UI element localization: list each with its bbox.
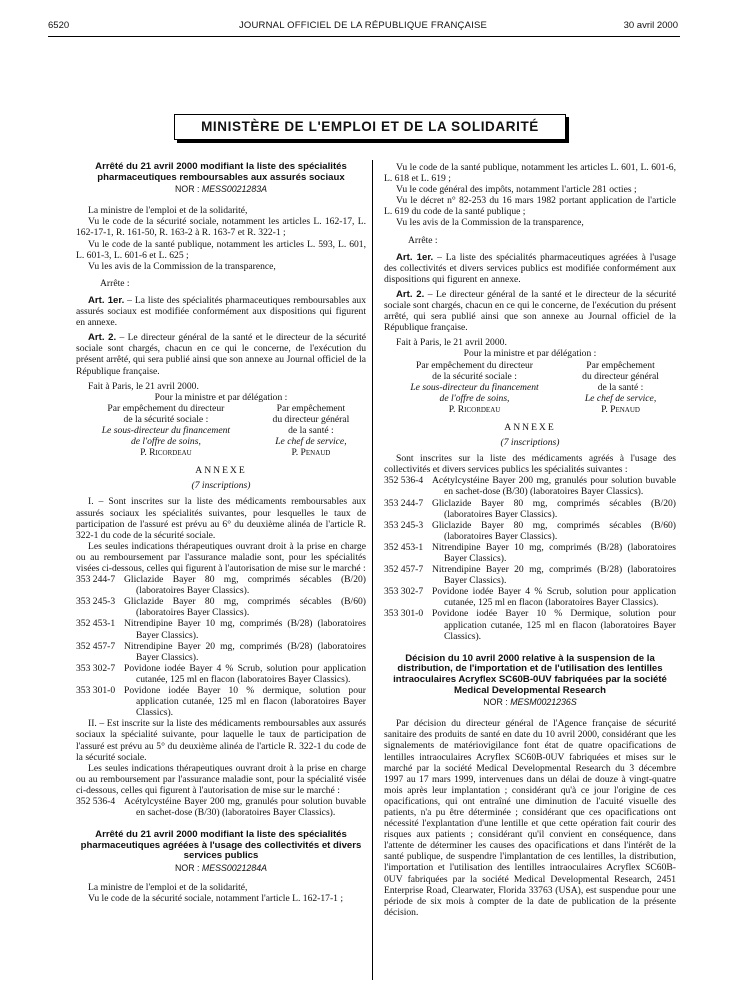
a1-article-1: Art. 1er. – La liste des spécialités pharmaceutiques remboursables aux assurés sociaux est modifiée conformément aux dispositions qui figurent en annexe. bbox=[76, 294, 366, 329]
a2-para: Vu le code général des impôts, notamment l'article 281 octies ; bbox=[396, 184, 637, 196]
a1-fait: Fait à Paris, le 21 avril 2000. bbox=[88, 380, 199, 392]
column-divider bbox=[372, 160, 373, 980]
a1-para: La ministre de l'emploi et de la solidarité, bbox=[88, 205, 248, 217]
journal-title: JOURNAL OFFICIEL DE LA RÉPUBLIQUE FRANÇAISE bbox=[238, 20, 488, 31]
a1-pour: Pour la ministre et par délégation : bbox=[154, 391, 288, 403]
a2-signatures: Par empêchement du directeur de la sécurité sociale : Le sous-directeur du financement de l'offre de soins, P. Ricordeau Par empêchement du directeur général de la santé : Le chef de service, P. Penaud bbox=[410, 359, 659, 415]
page-header bbox=[48, 20, 678, 34]
a2-para: Vu le décret n° 82-253 du 16 mars 1982 portant application de l'article L. 619 du code de la santé publique ; bbox=[384, 195, 676, 218]
left-column bbox=[76, 162, 366, 904]
a2-para: Vu le code de la santé publique, notamment les articles L. 601, L. 601-6, L. 618 et L. 619 ; bbox=[384, 162, 676, 185]
decision-title: Décision du 10 avril 2000 relative à la suspension de la distribution, de l'importation et de l'utilisation des lentilles intraoculaires Acryflex SC60B-0UV fabriquées par la société Medical Developmental Research bbox=[393, 652, 667, 696]
med-entry: 352 536-4 Acétylcystéine Bayer 200 mg, granulés pour solution buvable en sachet-dose (B/30) (laboratoires Bayer Classics). bbox=[76, 795, 366, 819]
right-column bbox=[384, 162, 676, 918]
decision-nor: NOR : MESM0021236S bbox=[483, 697, 577, 708]
a1-signatures: Par empêchement du directeur de la sécurité sociale : Le sous-directeur du financement de l'offre de soins, P. Ricordeau Par empêchement du directeur général de la santé : Le chef de service, P. Penaud bbox=[101, 402, 350, 459]
arrete-1-title: Arrêté du 21 avril 2000 modifiant la liste des spécialités pharmaceutiques remboursables aux assurés sociaux bbox=[95, 161, 347, 183]
a1-para: Vu le code de la santé publique, notamment les articles L. 593, L. 601, L. 601-3, L. 601-6 et L. 625 ; bbox=[76, 238, 366, 261]
med-entry: 352 536-4 Acétylcystéine Bayer 200 mg, granulés pour solution buvable en sachet-dose (B/30) (laboratoires Bayer Classics). bbox=[384, 475, 676, 498]
a2-pour: Pour la ministre et par délégation : bbox=[463, 348, 597, 360]
med-entry: 352 453-1 Nitrendipine Bayer 10 mg, comprimés (B/28) (laboratoires Bayer Classics). bbox=[384, 541, 676, 564]
med-entry: 353 245-3 Gliclazide Bayer 80 mg, comprimés sécables (B/60) (laboratoires Bayer Classics). bbox=[76, 596, 366, 619]
a2-med-list bbox=[384, 475, 676, 641]
a2-annexe-heading: ANNEXE bbox=[504, 421, 556, 433]
a2-para: La ministre de l'emploi et de la solidarité, bbox=[88, 882, 248, 894]
arrete-1-nor: NOR : MESS0021283A bbox=[175, 184, 267, 195]
med-entry: 353 244-7 Gliclazide Bayer 80 mg, comprimés sécables (B/20) (laboratoires Bayer Classics). bbox=[76, 574, 366, 597]
a2-arrete: Arrête : bbox=[408, 234, 438, 246]
a1-para: Vu le code de la sécurité sociale, notamment les articles L. 162-17, L. 162-17-1, R. 161-50, R. 163-2 à R. 163-7 et R. 322-1 ; bbox=[76, 216, 366, 239]
arrete-2-nor: NOR : MESS0021284A bbox=[175, 862, 267, 873]
med-entry: 353 302-7 Povidone iodée Bayer 4 % Scrub, solution pour application cutanée, 125 ml en flacon (laboratoires Bayer Classics). bbox=[384, 586, 676, 609]
a1-para: Vu les avis de la Commission de la transparence, bbox=[88, 260, 276, 272]
header-rule bbox=[48, 36, 680, 37]
a2-inscriptions: (7 inscriptions) bbox=[500, 437, 560, 449]
med-entry: 353 302-7 Povidone iodée Bayer 4 % Scrub, solution pour application cutanée, 125 ml en flacon (laboratoires Bayer Classics). bbox=[76, 662, 366, 685]
a2-section-1: Sont inscrites sur la liste des médicaments agréés à l'usage des collectivités et divers services publics les spécialités suivantes : bbox=[384, 453, 676, 476]
med-entry: 353 245-3 Gliclazide Bayer 80 mg, comprimés sécables (B/60) (laboratoires Bayer Classics). bbox=[384, 519, 676, 542]
a2-article-1: Art. 1er. – La liste des spécialités pharmaceutiques agréées à l'usage des collectivités et divers services publics est modifiée conformément aux dispositions qui figurent en annexe. bbox=[384, 251, 676, 285]
a1-section-2b: Les seules indications thérapeutiques ouvrant droit à la prise en charge ou au remboursement par l'assurance maladie sont, pour la spécialité visée ci-dessous, celles qui figurent à l'autorisation de mise sur le marché : bbox=[76, 762, 366, 796]
med-entry: 353 301-0 Povidone iodée Bayer 10 % dermique, solution pour application cutanée, 125 ml en flacon (laboratoires Bayer Classics). bbox=[76, 685, 366, 719]
ministry-banner: MINISTÈRE DE L'EMPLOI ET DE LA SOLIDARITÉ bbox=[174, 114, 566, 140]
a1-annexe-heading: ANNEXE bbox=[195, 465, 247, 477]
a2-article-2: Art. 2. – Le directeur général de la santé et le directeur de la sécurité sociale sont chargés, chacun en ce qui le concerne, de l'exécution du présent arrêté, qui sera publié ainsi que son annexe au Journal officiel de la République française. bbox=[384, 288, 676, 334]
a2-fait: Fait à Paris, le 21 avril 2000. bbox=[396, 337, 507, 349]
med-entry: 353 244-7 Gliclazide Bayer 80 mg, comprimés sécables (B/20) (laboratoires Bayer Classics). bbox=[384, 497, 676, 520]
a1-section-1: I. – Sont inscrites sur la liste des médicaments remboursables aux assurés sociaux les spécialités suivantes, pour lesquelles le taux de participation de l'assuré est prévu au 6° du deuxième alinéa de l'article R. 322-1 du code de la sécurité sociale. bbox=[76, 496, 366, 541]
a1-med-list-1 bbox=[76, 574, 366, 718]
decision-body: Par décision du directeur général de l'Agence française de sécurité sanitaire des produits de santé en date du 10 avril 2000, considérant que les signalements de matériovigilance font état de quatre opacifications de lentilles intraoculaires Acryflex SC60B-0UV fabriquées et mises sur le marché par la société Medical Developmental Research du 3 décembre 1997 au 17 mars 1999, intervenues dans un délai de douze à vingt-quatre mois après leur implantation ; considérant qu'à ce jour l'origine de ces opacifications, qui ont entraîné une diminution de l'acuité visuelle des patients, n'a pu être déterminée ; considérant que ces opacifications ont nécessité l'explantation d'une lentille et que cette opération fait courir des risques aux patients ; considérant qu'il convient en conséquence, dans l'attente de déterminer les causes des opacifications et dans l'intérêt de la santé publique, de suspendre l'implantation de ces lentilles, la distribution, l'importation et l'utilisation des lentilles intraoculaires Acryflex SC60B-0UV fabriquées par la société Medical Developmental Research, 2451 Enterprise Road, Clearwater, Florida 33763 (USA), est suspendue pour une période de six mois à compter de la date de publication de la présente décision. bbox=[384, 718, 676, 918]
med-entry: 352 457-7 Nitrendipine Bayer 20 mg, comprimés (B/28) (laboratoires Bayer Classics). bbox=[384, 564, 676, 587]
a2-para: Vu le code de la sécurité sociale, notamment l'article L. 162-17-1 ; bbox=[88, 893, 344, 905]
a1-article-2: Art. 2. – Le directeur général de la santé et le directeur de la sécurité sociale sont chargés, chacun en ce qui le concerne, de l'exécution du présent arrêté, qui sera publié ainsi que son annexe au Journal officiel de la République française. bbox=[76, 332, 366, 377]
a1-arrete: Arrête : bbox=[100, 277, 130, 289]
page-number: 6520 bbox=[48, 20, 70, 31]
issue-date: 30 avril 2000 bbox=[623, 20, 678, 31]
arrete-2-title: Arrêté du 21 avril 2000 modifiant la liste des spécialités pharmaceutiques agréées à l'usage des collectivités et divers services publics bbox=[80, 829, 362, 862]
a1-section-1b: Les seules indications thérapeutiques ouvrant droit à la prise en charge ou au remboursement par l'assurance maladie sont, pour les spécialités visées ci-dessous, celles qui figurent à l'autorisation de mise sur le marché : bbox=[76, 540, 366, 574]
med-entry: 352 453-1 Nitrendipine Bayer 10 mg, comprimés (B/28) (laboratoires Bayer Classics). bbox=[76, 618, 366, 641]
a1-med-list-2 bbox=[76, 796, 366, 818]
med-entry: 353 301-0 Povidone iodée Bayer 10 % Dermique, solution pour application cutanée, 125 ml en flacon (laboratoires Bayer Classics). bbox=[384, 608, 676, 642]
a1-inscriptions: (7 inscriptions) bbox=[191, 480, 251, 492]
a2-para: Vu les avis de la Commission de la transparence, bbox=[396, 217, 584, 229]
med-entry: 352 457-7 Nitrendipine Bayer 20 mg, comprimés (B/28) (laboratoires Bayer Classics). bbox=[76, 640, 366, 663]
a1-section-2: II. – Est inscrite sur la liste des médicaments remboursables aux assurés sociaux la spécialité suivante, pour laquelle le taux de participation de l'assuré est prévu au 5° du deuxième alinéa de l'article R. 322-1 du code de la sécurité sociale. bbox=[76, 718, 366, 763]
